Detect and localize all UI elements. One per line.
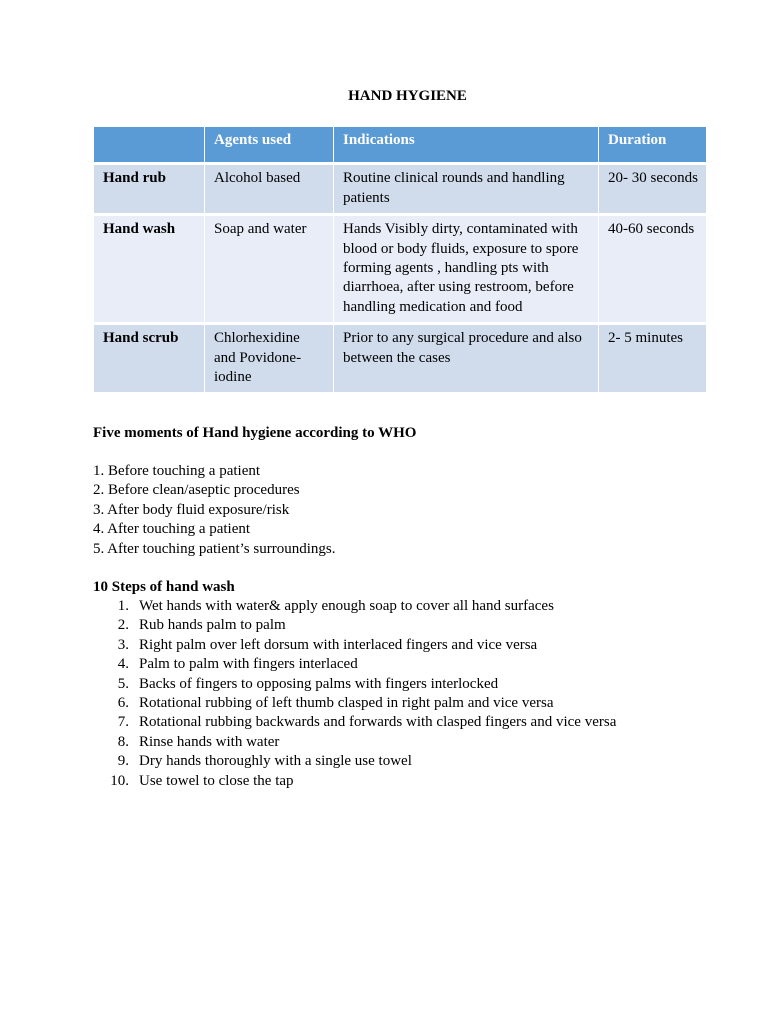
step-number: 4.: [117, 656, 129, 673]
cell-type: Hand rub: [94, 164, 205, 215]
step-number: 5.: [117, 675, 129, 692]
cell-duration: 40-60 seconds: [599, 215, 707, 324]
step-text: Rotational rubbing backwards and forwards with clasped fingers and vice versa: [139, 714, 617, 731]
list-item: [93, 694, 693, 713]
step-text: Dry hands thoroughly with a single use towel: [139, 753, 412, 770]
list-item: 1. Before touching a patient: [93, 463, 261, 479]
list-item: [93, 636, 693, 655]
cell-indications: Hands Visibly dirty, contaminated with blood or body fluids, exposure to spore forming agents , handling pts with diarrhoea, after using restroom, before handling medication and food: [334, 215, 599, 324]
list-item: 2. Before clean/aseptic procedures: [93, 482, 300, 499]
list-item: [93, 733, 693, 752]
step-number: 1.: [117, 598, 129, 614]
cell-indications: Prior to any surgical procedure and also between the cases: [334, 324, 599, 394]
step-text: Rinse hands with water: [139, 733, 280, 750]
header-cell-duration: Duration: [599, 127, 707, 164]
list-item: 3. After body fluid exposure/risk: [93, 501, 290, 518]
step-number: 9.: [117, 753, 129, 770]
cell-duration: 2- 5 minutes: [599, 324, 707, 394]
table-row: [94, 164, 707, 215]
header-cell-indications: Indications: [334, 127, 599, 164]
list-item: 5. After touching patient’s surroundings.: [93, 540, 336, 557]
table-row: [94, 215, 707, 324]
step-number: 10.: [110, 772, 129, 789]
list-item: [93, 597, 693, 616]
table-header-row: [94, 127, 707, 164]
step-text: Palm to palm with fingers interlaced: [139, 656, 358, 673]
header-cell-type: [94, 127, 205, 164]
list-item: 4. After touching a patient: [93, 521, 251, 538]
list-item: [93, 655, 693, 674]
step-text: Right palm over left dorsum with interlaced fingers and vice versa: [139, 636, 538, 653]
cell-duration: 20- 30 seconds: [599, 164, 707, 215]
list-item: [93, 772, 693, 791]
steps-list: [93, 597, 693, 791]
step-text: Use towel to close the tap: [139, 772, 294, 789]
list-item: [93, 616, 693, 635]
list-item: [93, 752, 693, 771]
cell-type: Hand scrub: [94, 324, 205, 394]
step-number: 6.: [117, 695, 129, 712]
hand-hygiene-table: [93, 126, 707, 395]
document-title: HAND HYGIENE: [348, 88, 467, 104]
cell-indications: Routine clinical rounds and handling patients: [334, 164, 599, 215]
table-row: [94, 324, 707, 394]
step-number: 3.: [117, 636, 129, 653]
moments-heading: Five moments of Hand hygiene according to WHO: [93, 425, 417, 441]
step-text: Backs of fingers to opposing palms with fingers interlocked: [139, 675, 499, 692]
step-text: Rub hands palm to palm: [139, 617, 286, 634]
step-number: 8.: [117, 733, 129, 750]
step-text: Rotational rubbing of left thumb clasped in right palm and vice versa: [139, 695, 554, 712]
moments-list: [93, 462, 335, 559]
step-number: 7.: [117, 714, 129, 731]
cell-agents: Soap and water: [205, 215, 334, 324]
list-item: [93, 675, 693, 694]
cell-type: Hand wash: [94, 215, 205, 324]
cell-agents: Chlorhexidine and Povidone-iodine: [205, 324, 334, 394]
step-text: Wet hands with water& apply enough soap to cover all hand surfaces: [139, 598, 554, 614]
step-number: 2.: [117, 617, 129, 634]
list-item: [93, 713, 693, 732]
cell-agents: Alcohol based: [205, 164, 334, 215]
steps-heading: 10 Steps of hand wash: [93, 579, 235, 595]
header-cell-agents: Agents used: [205, 127, 334, 164]
